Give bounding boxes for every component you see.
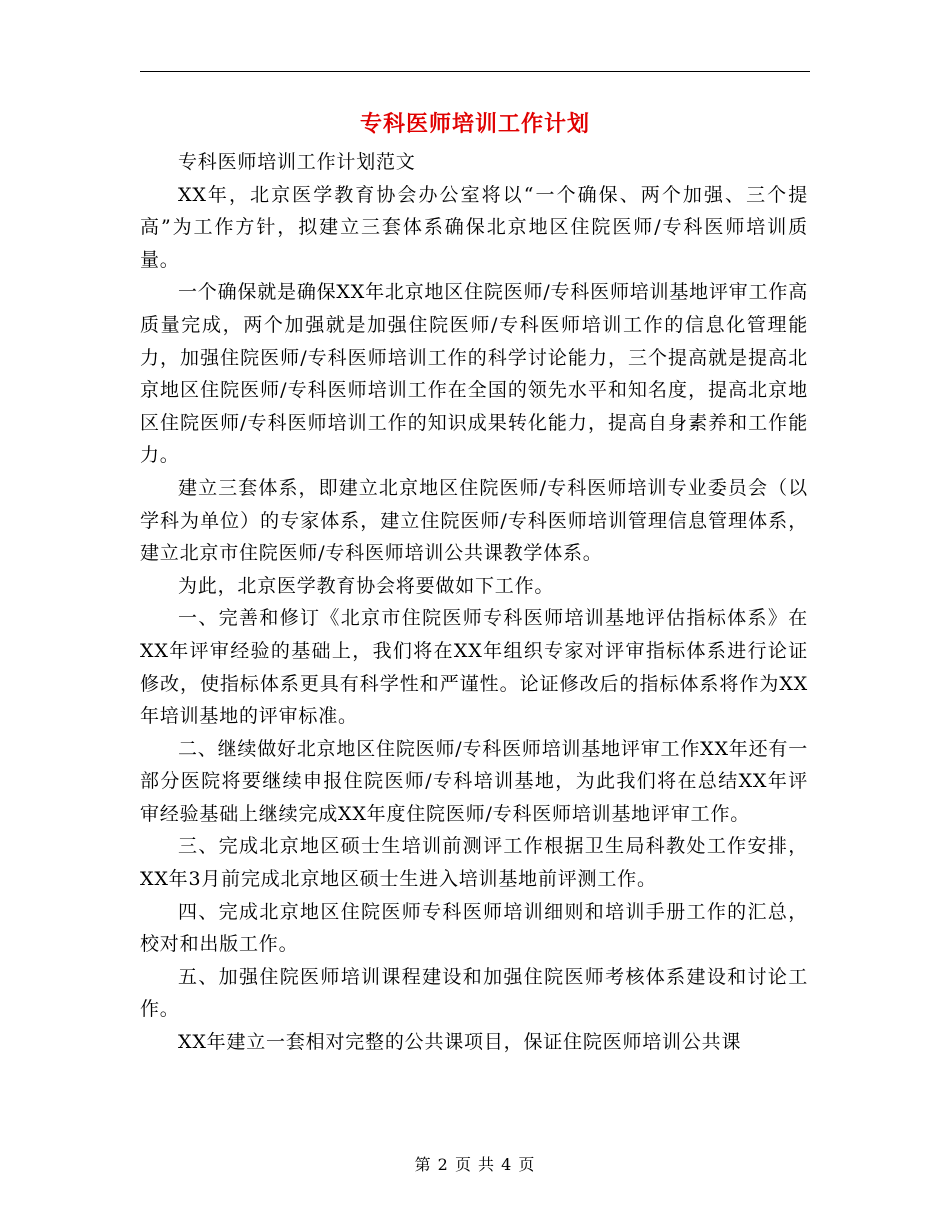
page-number: 第 2 页 共 4 页 <box>414 1155 536 1174</box>
document-body <box>140 146 808 1059</box>
paragraph: 专科医师培训工作计划范文 <box>178 151 416 173</box>
paragraph: 三、完成北京地区硕士生培训前测评工作根据卫生局科教处工作安排，XX年3月前完成北京地区硕士生进入培训基地前评测工作。 <box>140 835 808 891</box>
paragraph: 一个确保就是确保XX年北京地区住院医师/专科医师培训基地评审工作高质量完成，两个加强就是加强住院医师/专科医师培训工作的信息化管理能力，加强住院医师/专科医师培训工作的科学讨论能力，三个提高就是提高北京地区住院医师/专科医师培训工作在全国的领先水平和知名度，提高北京地区住院医师/专科医师培训工作的知识成果转化能力，提高自身素养和工作能力。 <box>140 281 808 467</box>
paragraph: 一、完善和修订《北京市住院医师专科医师培训基地评估指标体系》在XX年评审经验的基础上，我们将在XX年组织专家对评审指标体系进行论证修改，使指标体系更具有科学性和严谨性。论证修改后的指标体系将作为XX年培训基地的评审标准。 <box>140 607 808 728</box>
paragraph: XX年，北京医学教育协会办公室将以“一个确保、两个加强、三个提高”为工作方针，拟建立三套体系确保北京地区住院医师/专科医师培训质量。 <box>140 183 808 271</box>
paragraph: XX年建立一套相对完整的公共课项目，保证住院医师培训公共课 <box>178 1031 742 1054</box>
paragraph: 为此，北京医学教育协会将要做如下工作。 <box>178 574 555 597</box>
paragraph: 二、继续做好北京地区住院医师/专科医师培训基地评审工作XX年还有一部分医院将要继续申报住院医师/专科培训基地，为此我们将在总结XX年评审经验基础上继续完成XX年度住院医师/专科医师培训基地评审工作。 <box>140 737 808 825</box>
paragraph: 建立三套体系，即建立北京地区住院医师/专科医师培训专业委员会（以学科为单位）的专家体系，建立住院医师/专科医师培训管理信息管理体系，建立北京市住院医师/专科医师培训公共课教学体系。 <box>140 476 808 565</box>
header-rule <box>140 71 810 72</box>
document-title: 专科医师培训工作计划 <box>359 111 590 137</box>
paragraph: 五、加强住院医师培训课程建设和加强住院医师考核体系建设和讨论工作。 <box>140 965 808 1021</box>
paragraph: 四、完成北京地区住院医师专科医师培训细则和培训手册工作的汇总，校对和出版工作。 <box>140 900 808 956</box>
